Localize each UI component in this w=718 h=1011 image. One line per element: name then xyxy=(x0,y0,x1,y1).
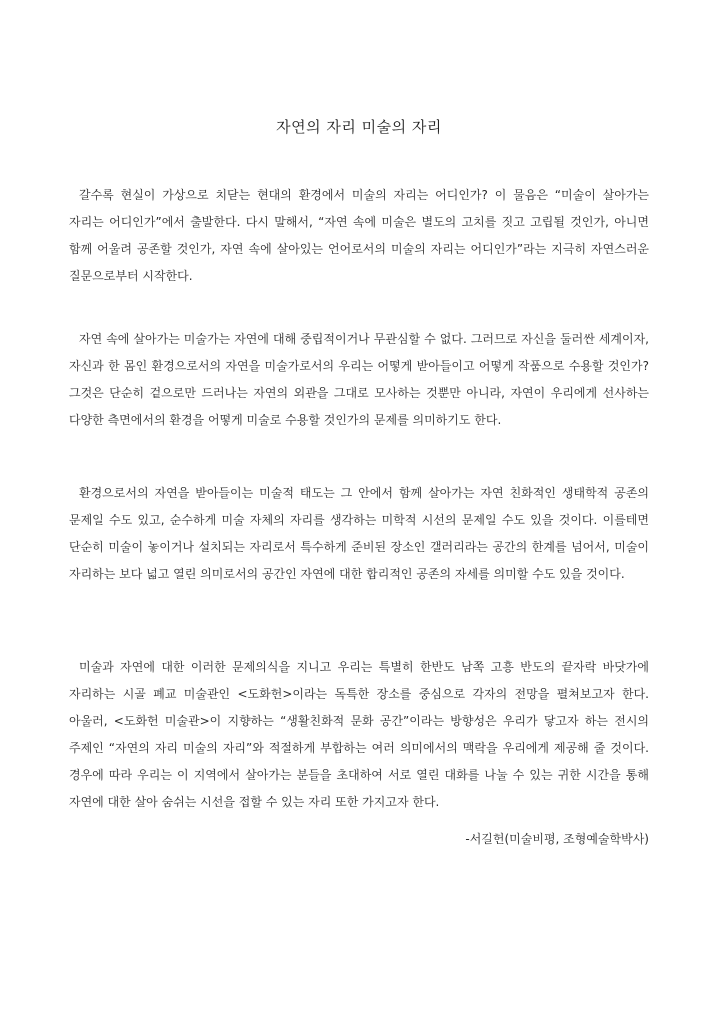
paragraph-2: 자연 속에 살아가는 미술가는 자연에 대해 중립적이거나 무관심할 수 없다. 그러므로 자신을 둘러싼 세계이자, 자신과 한 몸인 환경으로서의 자연을 미술가로서의 우리는 어떻게 받아들이고 어떻게 작품으로 수용할 것인가? 그것은 단순히 겉으로만 드러나는 자연의 외관을 그대로 모사하는 것뿐만 아니라, 자연이 우리에게 선사하는 다양한 측면에서의 환경을 어떻게 미술로 수용할 것인가의 문제를 의미하기도 한다. xyxy=(69,332,649,427)
paragraph-1: 갈수록 현실이 가상으로 치닫는 현대의 환경에서 미술의 자리는 어디인가? 이 물음은 “미술이 살아가는 자리는 어디인가”에서 출발한다. 다시 말해서, “자연 속에 미술은 별도의 고치를 짓고 고립될 것인가, 아니면 함께 어울려 공존할 것인가, 자연 속에 살아있는 언어로서의 미술의 자리는 어디인가”라는 지극히 자연스러운 질문으로부터 시작한다. xyxy=(69,188,649,283)
paragraph-4: 미술과 자연에 대한 이러한 문제의식을 지니고 우리는 특별히 한반도 남쪽 고흥 반도의 끝자락 바닷가에 자리하는 시골 폐교 미술관인 <도화헌>이라는 독특한 장소를 중심으로 각자의 전망을 펼쳐보고자 한다. 아울러, <도화헌 미술관>이 지향하는 “생활친화적 문화 공간”이라는 방향성은 우리가 닿고자 하는 전시의 주제인 “자연의 자리 미술의 자리”와 적절하게 부합하는 여러 의미에서의 맥락을 우리에게 제공해 줄 것이다. 경우에 따라 우리는 이 지역에서 살아가는 분들을 초대하여 서로 열린 대화를 나눌 수 있는 귀한 시간을 통해 자연에 대한 살아 숨쉬는 시선을 접할 수 있는 자리 또한 가지고자 한다. xyxy=(69,660,649,809)
paragraph-3: 환경으로서의 자연을 받아들이는 미술적 태도는 그 안에서 함께 살아가는 자연 친화적인 생태학적 공존의 문제일 수도 있고, 순수하게 미술 자체의 자리를 생각하는 미학적 시선의 문제일 수도 있을 것이다. 이를테면 단순히 미술이 놓이거나 설치되는 자리로서 특수하게 준비된 장소인 갤러리라는 공간의 한계를 넘어서, 미술이 자리하는 보다 넓고 열린 의미로서의 공간인 자연에 대한 합리적인 공존의 자세를 의미할 수도 있을 것이다. xyxy=(69,486,649,581)
author-signature: -서길헌(미술비평, 조형예술학박사) xyxy=(465,832,649,846)
document-title: 자연의 자리 미술의 자리 xyxy=(276,118,442,136)
